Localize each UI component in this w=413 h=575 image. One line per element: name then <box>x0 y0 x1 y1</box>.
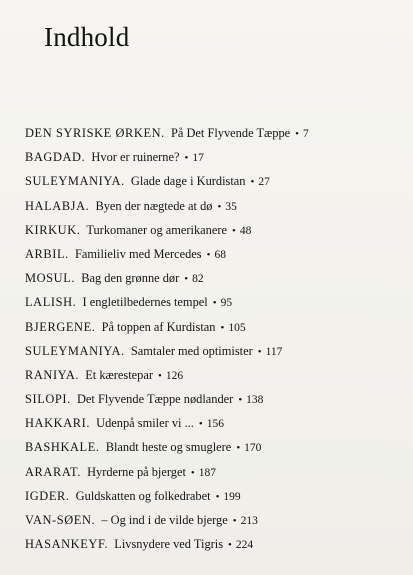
toc-page-number: 27 <box>258 176 270 189</box>
toc-page-number: 138 <box>246 394 264 407</box>
toc-place: SULEYMANIYA. <box>25 343 125 358</box>
toc-page-number: 126 <box>165 369 184 382</box>
toc-entry <box>25 435 405 459</box>
toc-page-number: 35 <box>225 200 237 213</box>
toc-place: SILOPI. <box>25 392 71 407</box>
toc-subtitle: Samtaler med optimister <box>130 343 253 358</box>
bullet-separator: • <box>250 176 255 189</box>
toc-entry <box>25 460 405 484</box>
bullet-separator: • <box>158 369 162 382</box>
toc-entry <box>25 508 405 532</box>
bullet-separator: • <box>236 442 241 455</box>
toc-page-number: 48 <box>239 224 252 237</box>
toc-entry <box>25 290 405 314</box>
bullet-separator: • <box>198 418 203 431</box>
toc-place: SULEYMANIYA. <box>25 174 125 189</box>
toc-entry <box>25 194 405 218</box>
bullet-separator: • <box>184 152 189 165</box>
toc-place: VAN-SØEN. <box>25 513 96 527</box>
toc-subtitle: Guldskatten og folkedrabet <box>75 488 211 503</box>
page-title: Indhold <box>44 22 130 52</box>
bullet-separator: • <box>295 128 300 140</box>
toc-page-number: 82 <box>192 273 204 286</box>
toc-subtitle: Blandt heste og smuglere <box>105 440 232 455</box>
toc-subtitle: Turkomaner og amerikanere <box>86 222 227 237</box>
toc-page-number: 156 <box>206 418 224 431</box>
toc-place: HASANKEYF. <box>25 537 109 552</box>
toc-page-number: 170 <box>244 442 262 455</box>
toc-subtitle: Glade dage i Kurdistan <box>130 174 246 189</box>
toc-subtitle: Byen der nægtede at dø <box>95 198 213 213</box>
toc-entry <box>25 121 405 145</box>
toc-subtitle: I engletilbedernes tempel <box>82 295 208 310</box>
toc-entry <box>25 411 405 435</box>
toc-entry <box>25 363 405 387</box>
toc-entry <box>25 145 405 169</box>
toc-place: RANIYA. <box>25 367 80 382</box>
table-of-contents <box>25 121 405 556</box>
toc-page-number: 117 <box>265 345 283 358</box>
toc-place: HAKKARI. <box>25 416 91 431</box>
toc-place: ARBIL. <box>25 246 69 261</box>
toc-subtitle: Familieliv med Mercedes <box>74 246 202 261</box>
toc-subtitle: Bag den grønne dør <box>81 271 180 286</box>
toc-place: ARARAT. <box>25 464 81 479</box>
bullet-separator: • <box>206 248 211 261</box>
toc-subtitle: – Og ind i de vilde bjerge <box>101 513 228 527</box>
toc-place: HALABJA. <box>25 198 90 213</box>
toc-subtitle: Hvor er ruinerne? <box>91 150 180 165</box>
toc-entry <box>25 484 405 508</box>
toc-entry <box>25 387 405 411</box>
bullet-separator: • <box>232 515 237 527</box>
toc-page-number: 7 <box>303 128 309 140</box>
toc-entry <box>25 532 405 556</box>
toc-page-number: 224 <box>235 539 254 552</box>
toc-place: MOSUL. <box>25 271 76 286</box>
toc-entry <box>25 218 405 242</box>
bullet-separator: • <box>220 321 225 334</box>
toc-place: IGDER. <box>25 488 70 503</box>
toc-subtitle: Hyrderne på bjerget <box>87 464 186 479</box>
toc-page-number: 187 <box>198 466 217 479</box>
toc-entry <box>25 266 405 290</box>
bullet-separator: • <box>238 394 243 407</box>
toc-entry <box>25 169 405 193</box>
toc-subtitle: Det Flyvende Tæppe nødlander <box>76 392 234 407</box>
toc-subtitle: Et kærestepar <box>85 367 153 382</box>
toc-place: BASHKALE. <box>25 440 100 455</box>
toc-place: DEN SYRISKE ØRKEN. <box>25 126 165 140</box>
toc-entry <box>25 242 405 266</box>
toc-place: BAGDAD. <box>25 150 86 165</box>
bullet-separator: • <box>212 297 217 310</box>
toc-place: LALISH. <box>25 295 77 310</box>
toc-entry <box>25 339 405 363</box>
toc-page-number: 17 <box>192 152 204 165</box>
toc-page-number: 213 <box>240 515 258 527</box>
bullet-separator: • <box>190 466 195 479</box>
bullet-separator: • <box>184 273 189 286</box>
toc-subtitle: Livsnydere ved Tigris <box>114 537 224 552</box>
toc-subtitle: På Det Flyvende Tæppe <box>170 126 291 140</box>
toc-page-number: 95 <box>220 297 233 310</box>
bullet-separator: • <box>231 224 236 237</box>
toc-subtitle: På toppen af Kurdistan <box>101 319 216 334</box>
toc-entry <box>25 315 405 339</box>
bullet-separator: • <box>215 490 220 503</box>
bullet-separator: • <box>257 345 262 358</box>
toc-place: BJERGENE. <box>25 319 96 334</box>
toc-page-number: 199 <box>223 490 241 503</box>
bullet-separator: • <box>217 200 222 213</box>
bullet-separator: • <box>228 539 232 552</box>
toc-place: KIRKUK. <box>25 222 81 237</box>
toc-page-number: 68 <box>214 248 226 261</box>
toc-page-number: 105 <box>228 321 246 334</box>
toc-subtitle: Udenpå smiler vi ... <box>96 416 194 431</box>
